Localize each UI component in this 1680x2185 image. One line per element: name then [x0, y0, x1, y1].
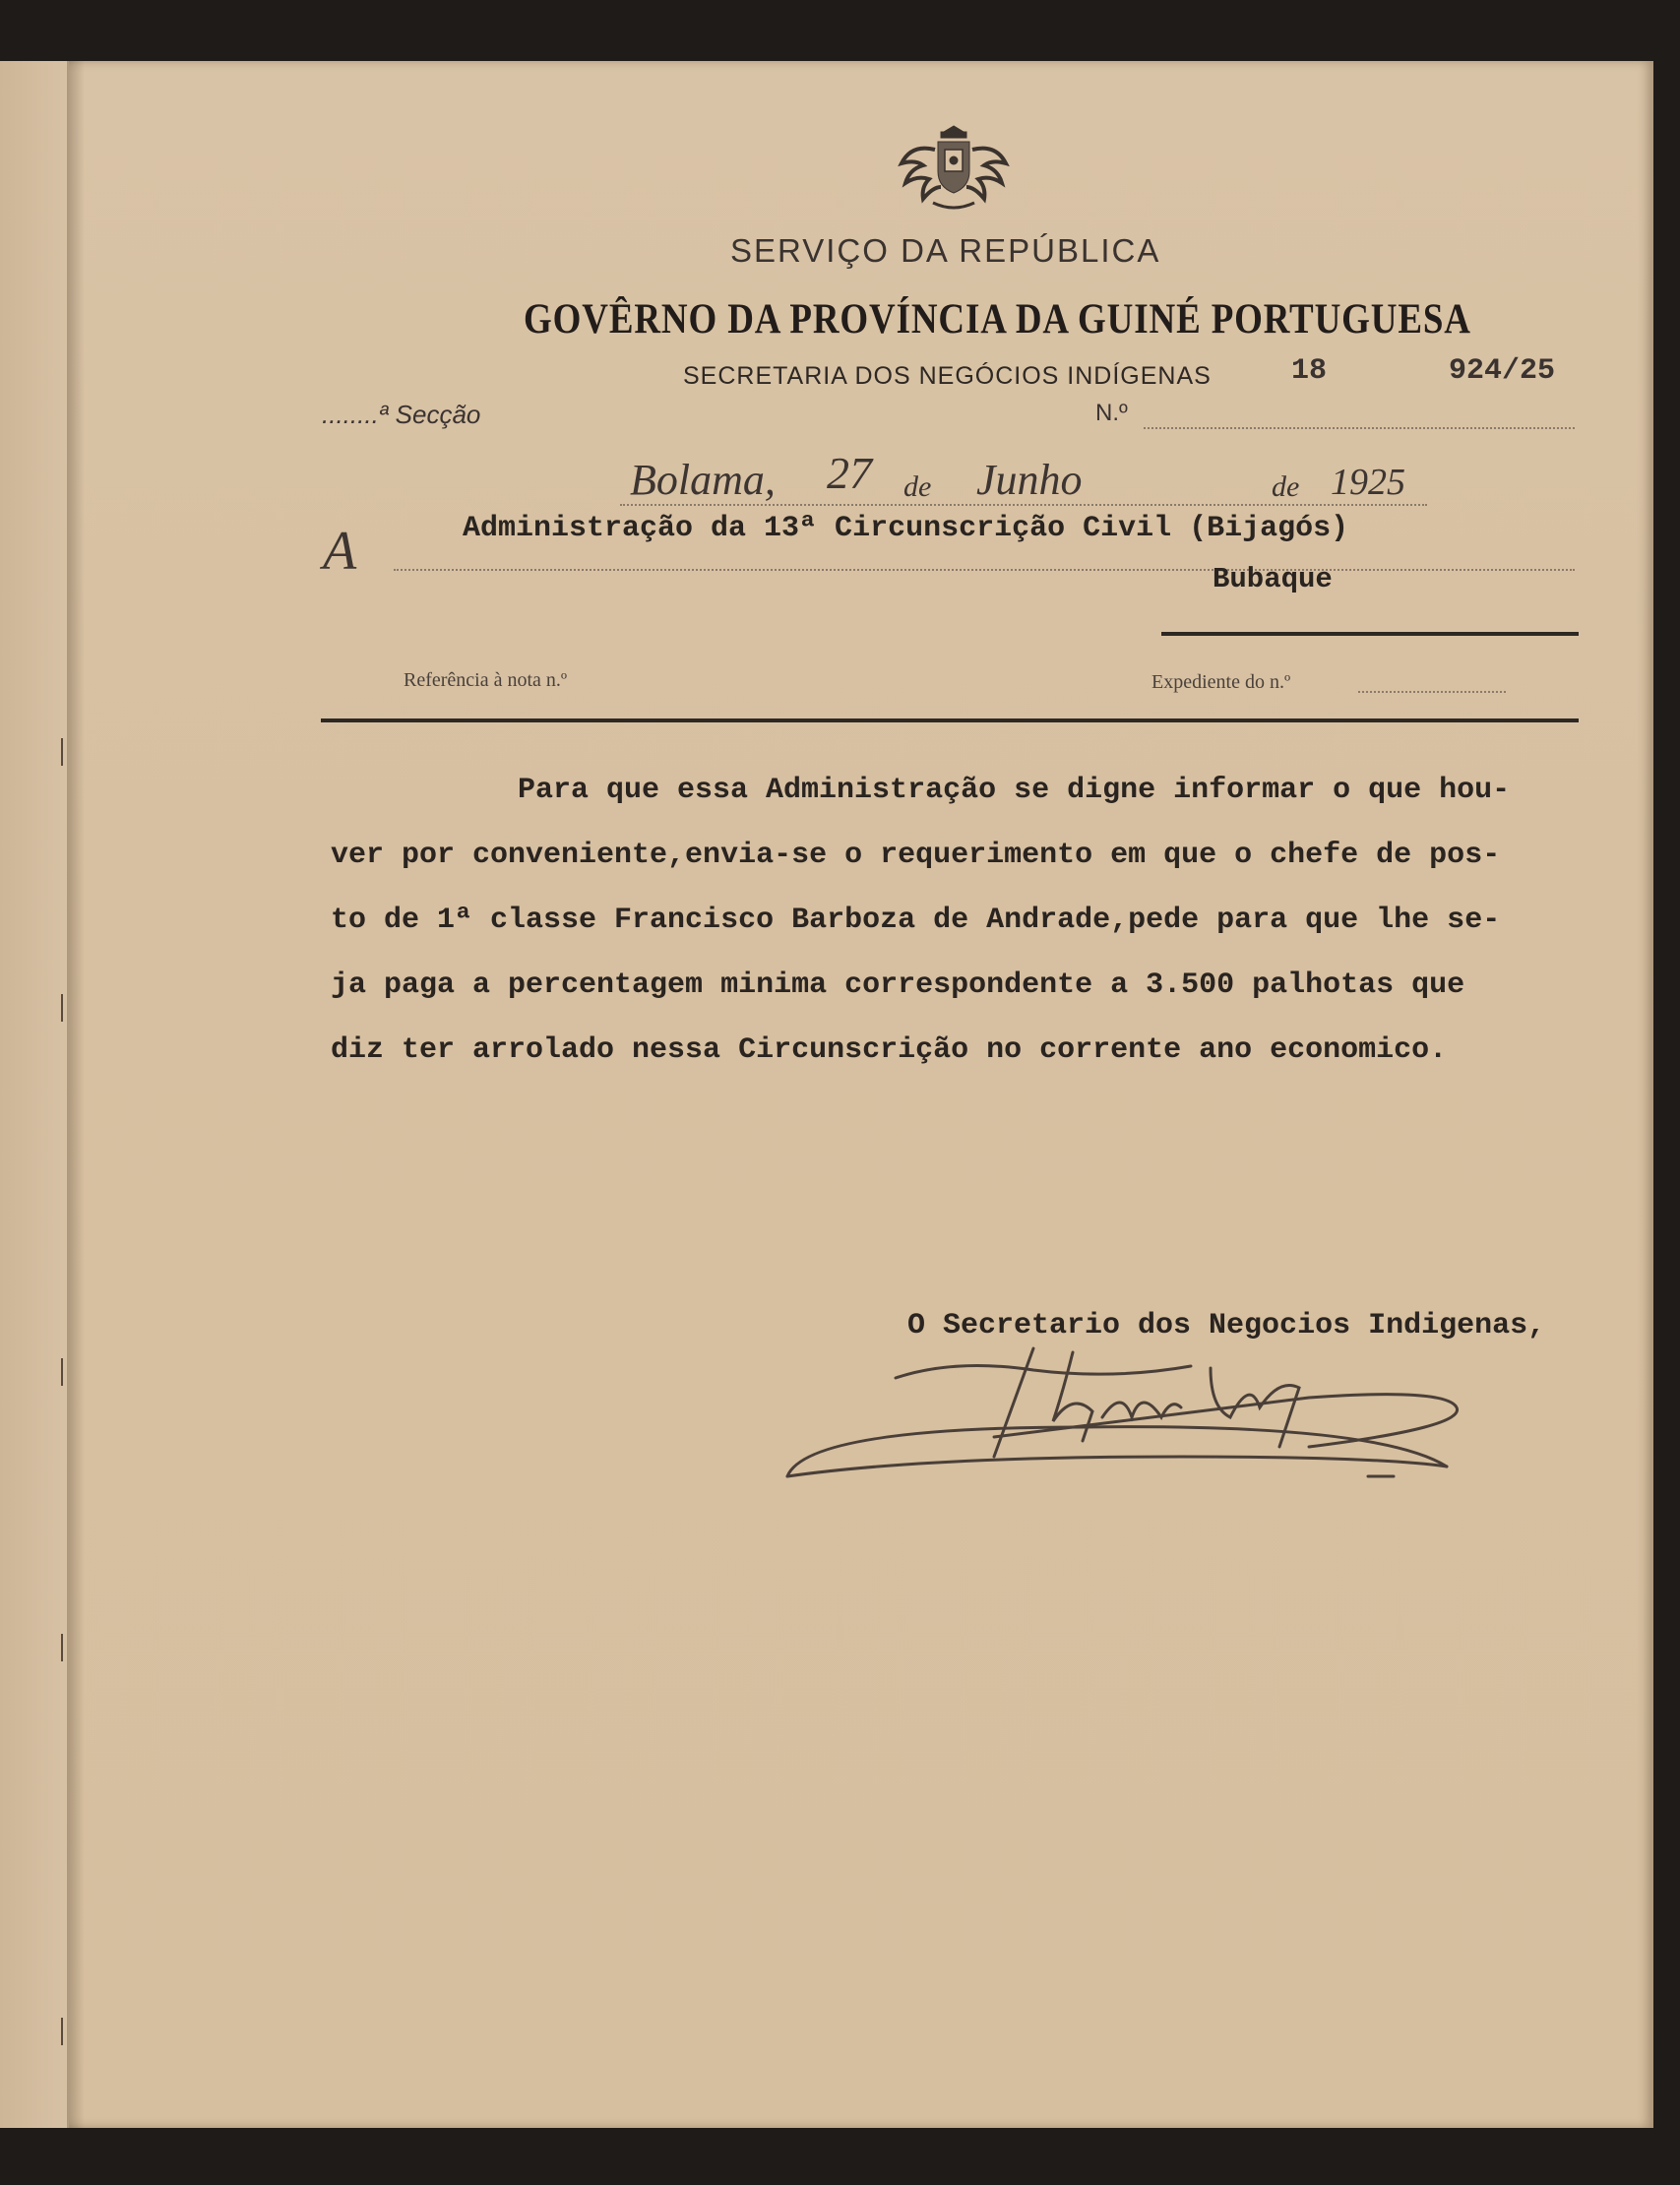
- reference-number-a: 18: [1291, 354, 1328, 388]
- recipient-prefix: A: [323, 521, 357, 582]
- body-line: diz ter arrolado nessa Circunscrição no corrente ano economico.: [331, 1033, 1448, 1067]
- expedient-line: [1358, 691, 1506, 693]
- recipient-line: [394, 569, 1575, 571]
- date-month: Junho: [976, 456, 1083, 504]
- body-line: ver por conveniente,envia-se o requerimento em que o chefe de pos-: [331, 839, 1501, 872]
- binding-thread: [61, 738, 71, 766]
- recipient-name: Administração da 13ª Circunscrição Civil (Bijagós): [463, 512, 1349, 545]
- coat-of-arms-icon: [894, 120, 1014, 215]
- handwritten-signature: [778, 1329, 1506, 1496]
- number-label: N.º: [1095, 400, 1128, 426]
- service-heading: SERVIÇO DA REPÚBLICA: [730, 232, 1161, 269]
- secretariat-heading: SECRETARIA DOS NEGÓCIOS INDÍGENAS: [683, 362, 1212, 390]
- body-line: Para que essa Administração se digne informar o que hou-: [518, 774, 1511, 807]
- signatory-title: O Secretario dos Negocios Indigenas,: [907, 1309, 1546, 1342]
- header-rule: [321, 718, 1579, 722]
- section-label: ........ª Secção: [322, 400, 481, 429]
- government-heading: GOVÊRNO DA PROVÍNCIA DA GUINÉ PORTUGUESA: [524, 296, 1471, 343]
- letter-body: [331, 758, 1649, 1083]
- page-gutter: [67, 61, 85, 2128]
- date-de: de: [1272, 470, 1300, 503]
- binding-thread: [61, 1358, 71, 1386]
- divider-line: [1161, 632, 1579, 636]
- body-line: to de 1ª classe Francisco Barboza de Andrade,pede para que lhe se-: [331, 904, 1501, 937]
- expedient-label: Expediente do n.º: [1151, 671, 1291, 693]
- binding-thread: [61, 994, 71, 1022]
- reference-number-b: 924/25: [1449, 354, 1556, 388]
- body-line: ja paga a percentagem minima correspondente a 3.500 palhotas que: [331, 968, 1465, 1002]
- binding-edge: [0, 61, 69, 2128]
- binding-thread: [61, 2018, 71, 2045]
- binding-thread: [61, 1634, 71, 1661]
- date-year: 1925: [1331, 462, 1405, 503]
- date-place: Bolama,: [630, 456, 776, 504]
- date-de: de: [903, 470, 932, 503]
- recipient-location: Bubaque: [1213, 563, 1333, 595]
- date-day: 27: [827, 448, 872, 498]
- number-line: [1144, 427, 1575, 429]
- reference-label: Referência à nota n.º: [404, 669, 568, 691]
- date-line: [620, 504, 1427, 506]
